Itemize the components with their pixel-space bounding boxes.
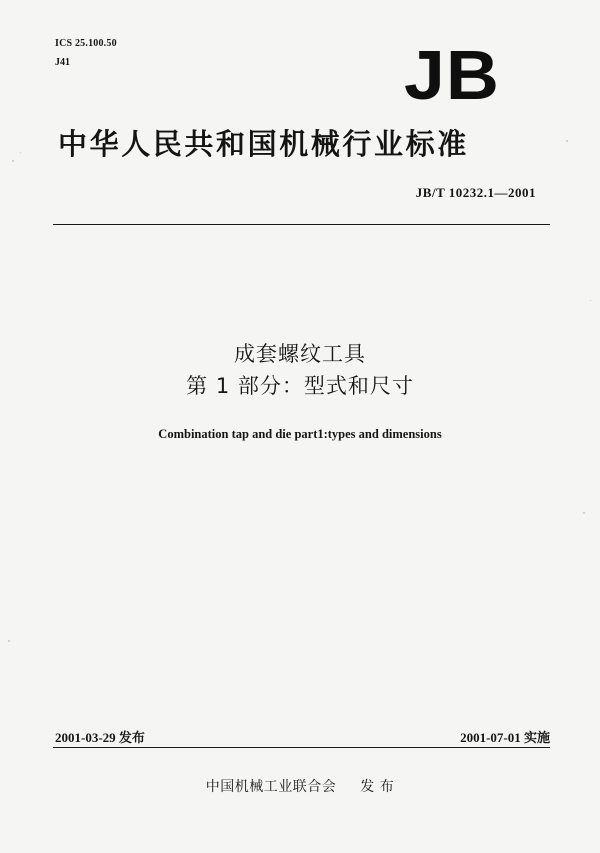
scan-speck [583, 512, 585, 514]
jb-logo: JB [404, 36, 501, 114]
top-divider [53, 224, 550, 225]
publisher-name: 中国机械工业联合会 [205, 779, 337, 795]
publish-label: 发 布 [360, 779, 395, 795]
implementation-date: 2001-07-01 实施 [460, 730, 550, 745]
standard-number: JB/T 10232.1—2001 [415, 185, 536, 200]
ics-code: ICS 25.100.50 [55, 38, 117, 49]
issue-date: 2001-03-29 发布 [55, 730, 145, 745]
scan-speck [566, 140, 568, 142]
industry-standard-title: 中华人民共和国机械行业标准 [58, 127, 469, 161]
publisher-line [0, 776, 600, 796]
scan-speck [8, 640, 10, 642]
classification-code: J41 [55, 57, 70, 68]
scan-speck [12, 160, 14, 162]
chinese-title-line2: 第 1 部分：型式和尺寸 [186, 374, 414, 398]
english-title: Combination tap and die part1:types and dimensions [158, 427, 442, 441]
scan-speck [20, 152, 21, 153]
bottom-divider [53, 747, 550, 748]
chinese-title-line1: 成套螺纹工具 [234, 342, 366, 366]
scan-speck [590, 300, 591, 301]
